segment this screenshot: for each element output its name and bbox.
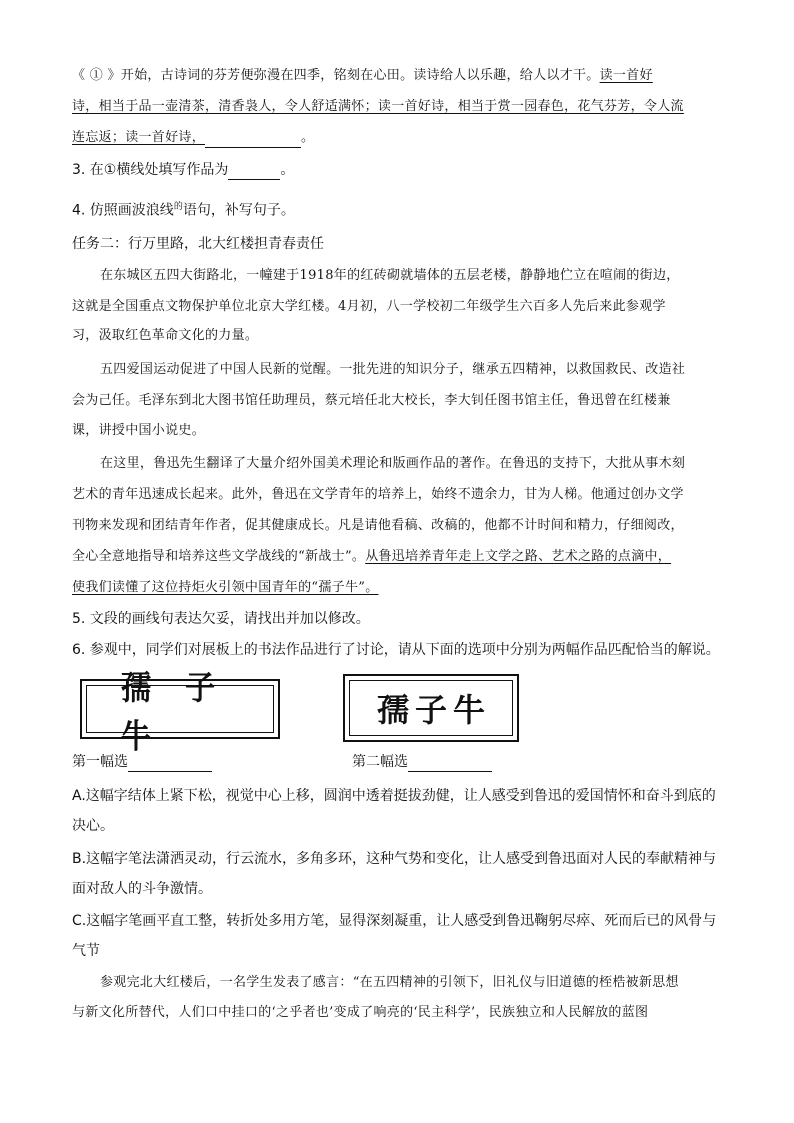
paragraph-line: 会为己任。毛泽东到北大图书馆任助理员，蔡元培任北大校长，李大钊任图书馆主任，鲁迅曾在红楼兼 — [72, 393, 671, 408]
option-a: A.这幅字结体上紧下松，视觉中心上移，圆润中透着挺拔劲健，让人感受到鲁迅的爱国情怀和奋斗到底的 — [72, 788, 716, 804]
answer-blank[interactable] — [228, 165, 280, 180]
first-choice: 第一幅选 — [72, 752, 212, 772]
paragraph-line: 刊物来发现和团结青年作者，促其健康成长。凡是请他看稿、改稿的，他都不计时间和精力，仔细阅改， — [72, 518, 684, 533]
passage-line-2: 诗，相当于品一壶清茶，清香袅人，令人舒适满怀；读一首好诗，相当于赏一园春色，花气芬芳，令人流 — [72, 99, 684, 114]
paragraph-line: 课，讲授中国小说史。 — [72, 423, 206, 438]
passage-line-3: 连忘返；读一首好诗， 。 — [72, 128, 722, 148]
calligraphy-work-1 — [80, 669, 280, 757]
option-b-cont: 面对敌人的斗争激情。 — [72, 881, 212, 897]
paragraph-line: 参观完北大红楼后，一名学生发表了感言：“在五四精神的引领下，旧礼仪与旧道德的桎梏被新思想 — [100, 975, 679, 990]
question-5: 5. 文段的画线句表达欠妥，请找出并加以修改。 — [72, 611, 370, 627]
answer-blank[interactable] — [408, 757, 492, 772]
underlined-sentence: 使我们读懂了这位持炬火引领中国青年的“孺子牛”。 — [72, 580, 379, 595]
seal-script-text: 孺子牛 — [121, 669, 249, 757]
task-2-title: 任务二：行万里路，北大红楼担青春责任 — [72, 236, 324, 252]
wavy-underlined-text: 读一首好 — [599, 68, 653, 83]
option-a-cont: 决心。 — [72, 818, 114, 834]
passage-text: 《 ① 》开始，古诗词的芬芳便弥漫在四季，铭刻在心田。读诗给人以乐趣，给人以才干。 — [72, 68, 600, 83]
paragraph-line: 习，汲取红色革命文化的力量。 — [72, 328, 259, 343]
wavy-underlined-text: 连忘返；读一首好诗， — [72, 130, 206, 145]
question-3: 3. 在①横线处填写作品为 。 — [72, 162, 295, 178]
answer-blank[interactable] — [128, 757, 212, 772]
paragraph-line: 这就是全国重点文物保护单位北京大学红楼。4月初，八一学校初二年级学生六百多人先后来此参观学 — [72, 299, 666, 314]
answer-blank[interactable] — [205, 133, 301, 148]
option-c: C.这幅字笔画平直工整，转折处多用方笔，显得深刻凝重，让人感受到鲁迅鞠躬尽瘁、死而后已的风骨与 — [72, 913, 717, 929]
question-4: 4. 仿照画波浪线$^的$语句，补写句子。 — [72, 202, 295, 219]
paragraph-line: 在东城区五四大街路北，一幢建于1918年的红砖砌就墙体的五层老楼，静静地伫立在喧闹的街边， — [100, 268, 680, 283]
option-c-cont: 气节 — [72, 943, 100, 959]
option-b: B.这幅字笔法潇洒灵动，行云流水，多角多环，这种气势和变化，让人感受到鲁迅面对人民的奉献精神与 — [72, 851, 717, 867]
paragraph-line: 与新文化所替代，人们口中挂口的‘之乎者也’变成了响亮的‘民主科学’，民族独立和人民解放的蓝图 — [72, 1005, 649, 1020]
paragraph-line: 五四爱国运动促进了中国人民新的觉醒。一批先进的知识分子，继承五四精神，以救国救民、改造社 — [100, 362, 686, 377]
question-6: 6. 参观中，同学们对展板上的书法作品进行了讨论，请从下面的选项中分别为两幅作品匹配恰当的解说。 — [72, 642, 720, 658]
paragraph-line: 艺术的青年迅速成长起来。此外，鲁迅在文学青年的培养上，始终不遗余力，甘为人梯。他通过创办文学 — [72, 487, 684, 502]
passage-line-1 — [72, 66, 722, 86]
paragraph-line: 在这里，鲁迅先生翻译了大量介绍外国美术理论和版画作品的著作。在鲁迅的支持下，大批从事木刻 — [100, 456, 686, 471]
calligraphy-work-2 — [343, 674, 519, 742]
second-choice: 第二幅选 — [352, 752, 492, 772]
paragraph-line: 全心全意地指导和培养这些文学战线的“新战士”。从鲁迅培养青年走上文学之路、艺术之路的点滴中， — [72, 549, 672, 564]
underlined-sentence: 从鲁迅培养青年走上文学之路、艺术之路的点滴中， — [365, 549, 672, 564]
regular-script-text: 孺子牛 — [376, 691, 491, 729]
